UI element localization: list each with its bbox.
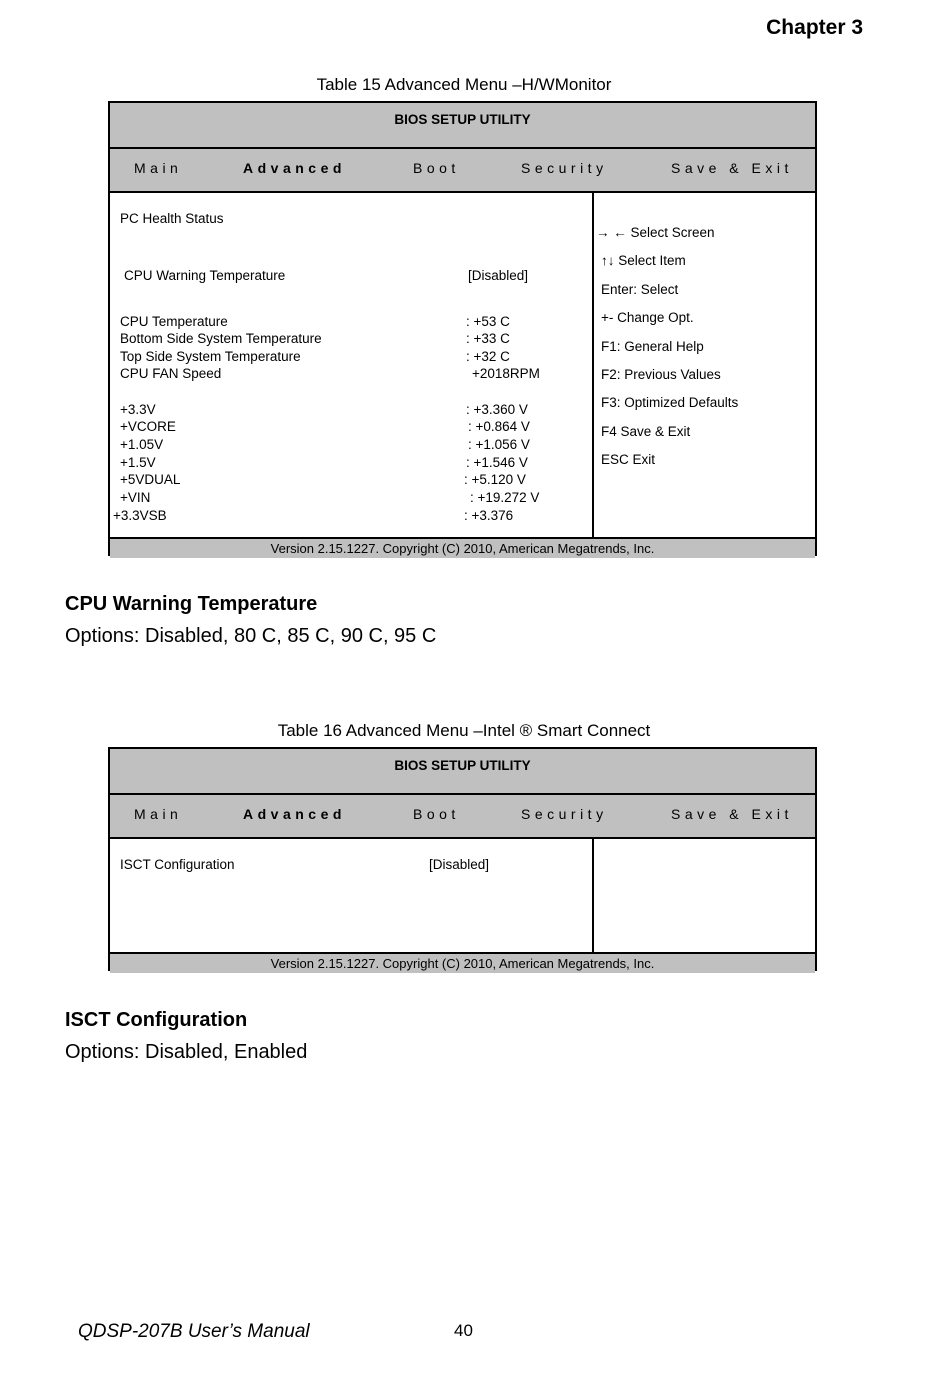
voltage-value: : +5.120 V — [464, 472, 526, 487]
bios-hw-monitor-screen — [108, 101, 817, 556]
menu-security[interactable]: Security — [521, 160, 608, 176]
help-optimized-defaults: F3: Optimized Defaults — [601, 395, 739, 410]
voltage-value: : +0.864 V — [468, 419, 530, 434]
bios-menu-bar — [110, 795, 815, 839]
menu-save-exit[interactable]: Save & Exit — [671, 806, 793, 822]
bios-smart-connect-screen — [108, 747, 817, 971]
section-options: Options: Disabled, Enabled — [65, 1041, 308, 1063]
bios-footer: Version 2.15.1227. Copyright (C) 2010, American Megatrends, Inc. — [110, 952, 815, 973]
voltage-label: +VCORE — [120, 419, 176, 434]
help-esc-exit: ESC Exit — [601, 452, 656, 467]
bios-content — [110, 193, 815, 537]
bios-title: BIOS SETUP UTILITY — [110, 103, 815, 149]
menu-main[interactable]: Main — [134, 160, 183, 176]
voltage-value: : +1.546 V — [466, 455, 528, 470]
section-options: Options: Disabled, 80 C, 85 C, 90 C, 95 C — [65, 625, 437, 647]
voltage-label: +VIN — [120, 490, 151, 505]
voltage-value: : +19.272 V — [470, 490, 540, 505]
bios-footer: Version 2.15.1227. Copyright (C) 2010, American Megatrends, Inc. — [110, 537, 815, 558]
menu-main[interactable]: Main — [134, 806, 183, 822]
menu-save-exit[interactable]: Save & Exit — [671, 160, 793, 176]
chapter-label: Chapter 3 — [766, 16, 863, 39]
help-change-opt: +- Change Opt. — [601, 310, 694, 325]
help-enter-select: Enter: Select — [601, 282, 679, 297]
cpu-warning-temp-value[interactable]: [Disabled] — [468, 268, 529, 283]
voltage-label: +1.05V — [120, 437, 164, 452]
reading-label: CPU FAN Speed — [120, 366, 222, 381]
help-select-screen: → ← Select Screen — [596, 225, 715, 240]
isct-configuration-label[interactable]: ISCT Configuration — [120, 857, 235, 872]
reading-value: +2018RPM — [472, 366, 540, 381]
voltage-value: : +3.360 V — [466, 402, 528, 417]
manual-title: QDSP-207B User’s Manual — [78, 1321, 310, 1342]
help-previous-values: F2: Previous Values — [601, 367, 721, 382]
voltage-value: : +3.376 — [464, 508, 514, 523]
help-select-item: ↑↓ Select Item — [601, 253, 686, 268]
table-16-caption: Table 16 Advanced Menu –Intel ® Smart Connect — [277, 721, 651, 740]
bios-title: BIOS SETUP UTILITY — [110, 749, 815, 795]
panel-divider — [592, 193, 594, 537]
bios-menu-bar — [110, 149, 815, 193]
cpu-warning-temp-label[interactable]: CPU Warning Temperature — [124, 268, 286, 283]
menu-boot[interactable]: Boot — [413, 160, 460, 176]
reading-label: Top Side System Temperature — [120, 349, 301, 364]
voltage-label: +3.3VSB — [113, 508, 167, 523]
reading-value: : +33 C — [466, 331, 510, 346]
voltage-label: +1.5V — [120, 455, 156, 470]
section-label: PC Health Status — [120, 211, 224, 226]
section-heading: CPU Warning Temperature — [65, 593, 318, 615]
panel-divider — [592, 839, 594, 952]
reading-value: : +53 C — [466, 314, 510, 329]
reading-value: : +32 C — [466, 349, 510, 364]
help-general-help: F1: General Help — [601, 339, 704, 354]
reading-label: CPU Temperature — [120, 314, 228, 329]
voltage-value: : +1.056 V — [468, 437, 530, 452]
table-15-caption: Table 15 Advanced Menu –H/WMonitor — [316, 75, 612, 94]
menu-boot[interactable]: Boot — [413, 806, 460, 822]
page-number: 40 — [454, 1321, 473, 1340]
bios-content — [110, 839, 815, 952]
section-heading: ISCT Configuration — [65, 1009, 248, 1031]
voltage-label: +3.3V — [120, 402, 156, 417]
menu-advanced[interactable]: Advanced — [243, 806, 346, 822]
reading-label: Bottom Side System Temperature — [120, 331, 322, 346]
help-save-exit: F4 Save & Exit — [601, 424, 691, 439]
menu-advanced[interactable]: Advanced — [243, 160, 346, 176]
isct-configuration-value[interactable]: [Disabled] — [429, 857, 490, 872]
voltage-label: +5VDUAL — [120, 472, 181, 487]
menu-security[interactable]: Security — [521, 806, 608, 822]
